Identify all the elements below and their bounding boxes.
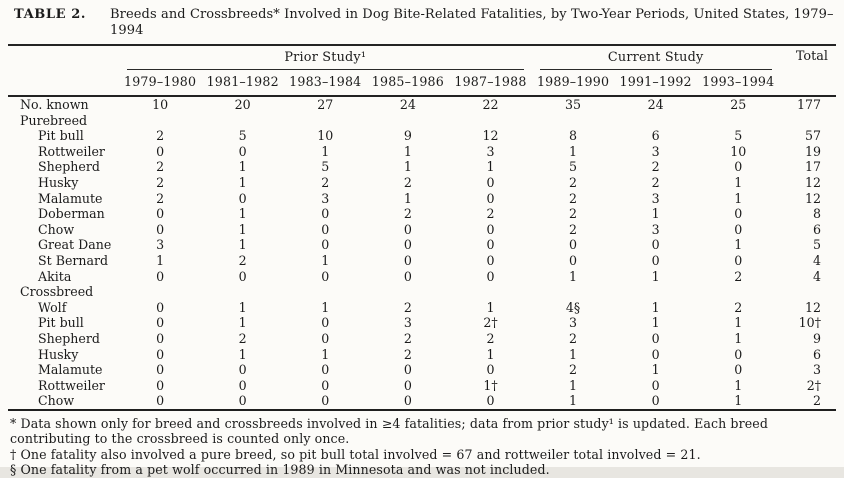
cell: 2 bbox=[569, 221, 578, 237]
cell: 1 bbox=[569, 393, 578, 409]
cell: 0 bbox=[321, 330, 330, 346]
total-cell: 17 bbox=[804, 159, 821, 175]
cell: 2 bbox=[238, 252, 247, 268]
cell: 0 bbox=[321, 206, 330, 222]
cell: 0 bbox=[486, 268, 495, 284]
cell: 0 bbox=[734, 221, 743, 237]
cell: 2 bbox=[403, 346, 412, 362]
cell: 3 bbox=[651, 190, 660, 206]
cell: 2 bbox=[569, 362, 578, 378]
cell: 2 bbox=[403, 174, 412, 190]
row-label: No. known bbox=[20, 97, 89, 112]
cell: 0 bbox=[321, 362, 330, 378]
cell: 27 bbox=[317, 97, 334, 112]
cell: 0 bbox=[321, 393, 330, 409]
cell: 1† bbox=[483, 377, 498, 393]
cell: 25 bbox=[730, 97, 747, 112]
cell: 0 bbox=[321, 237, 330, 253]
cell: 0 bbox=[486, 190, 495, 206]
footnote: * Data shown only for breed and crossbreeds involved in ≥4 fatalities; data from prior study¹ is updated. Each breed contributing to the crossbreed is counted only once. bbox=[10, 415, 768, 447]
table-body bbox=[8, 96, 836, 410]
cell: 0 bbox=[734, 362, 743, 378]
cell: 1 bbox=[569, 377, 578, 393]
cell: 2 bbox=[156, 174, 165, 190]
column-header: 1989–1990 bbox=[532, 70, 615, 96]
cell: 35 bbox=[565, 97, 582, 112]
table-row bbox=[8, 331, 836, 347]
table-row bbox=[8, 237, 836, 253]
column-header: 1993–1994 bbox=[697, 70, 780, 96]
cell bbox=[697, 113, 780, 129]
cell: 24 bbox=[399, 97, 416, 112]
cell: 2 bbox=[156, 128, 165, 144]
cell: 0 bbox=[238, 362, 247, 378]
table-row bbox=[8, 96, 836, 113]
cell: 3 bbox=[321, 190, 330, 206]
row-label: Rottweiler bbox=[38, 143, 105, 159]
cell bbox=[201, 113, 284, 129]
cell: 20 bbox=[234, 97, 251, 112]
cell: 5 bbox=[734, 128, 743, 144]
cell: 0 bbox=[156, 362, 165, 378]
cell: 1 bbox=[734, 330, 743, 346]
cell: 3 bbox=[651, 143, 660, 159]
table-row bbox=[8, 284, 836, 300]
total-cell: 8 bbox=[812, 206, 821, 222]
cell: 0 bbox=[238, 393, 247, 409]
cell: 2 bbox=[321, 174, 330, 190]
column-header: 1983–1984 bbox=[284, 70, 367, 96]
total-cell: 4 bbox=[812, 268, 821, 284]
cell: 0 bbox=[156, 330, 165, 346]
cell: 5 bbox=[321, 159, 330, 175]
cell: 10 bbox=[152, 97, 169, 112]
cell: 0 bbox=[403, 377, 412, 393]
cell: 0 bbox=[238, 268, 247, 284]
cell bbox=[449, 284, 532, 300]
table-row bbox=[8, 269, 836, 285]
cell bbox=[449, 113, 532, 129]
cell: 0 bbox=[321, 315, 330, 331]
cell: 2 bbox=[651, 159, 660, 175]
total-cell: 2† bbox=[806, 377, 821, 393]
cell: 0 bbox=[238, 190, 247, 206]
cell: 0 bbox=[156, 268, 165, 284]
cell: 0 bbox=[156, 221, 165, 237]
cell: 1 bbox=[156, 252, 165, 268]
cell: 3 bbox=[156, 237, 165, 253]
cell: 0 bbox=[734, 346, 743, 362]
table-row bbox=[8, 362, 836, 378]
cell: 1 bbox=[734, 377, 743, 393]
total-cell: 177 bbox=[796, 97, 821, 112]
column-header: 1981–1982 bbox=[201, 70, 284, 96]
cell: 0 bbox=[403, 221, 412, 237]
row-label: Husky bbox=[38, 174, 79, 190]
total-cell: 6 bbox=[812, 346, 821, 362]
cell: 1 bbox=[238, 237, 247, 253]
cell: 2 bbox=[486, 330, 495, 346]
table-header bbox=[8, 46, 836, 96]
cell: 1 bbox=[238, 159, 247, 175]
cell: 2 bbox=[238, 330, 247, 346]
cell: 0 bbox=[156, 143, 165, 159]
footnotes bbox=[8, 411, 836, 478]
cell: 1 bbox=[734, 237, 743, 253]
row-label: Malamute bbox=[38, 190, 103, 206]
row-label: Chow bbox=[38, 221, 75, 237]
total-cell: 12 bbox=[804, 299, 821, 315]
prior-study-group-header bbox=[119, 46, 532, 70]
total-cell: 3 bbox=[812, 362, 821, 378]
cell: 2 bbox=[403, 206, 412, 222]
cell: 1 bbox=[321, 143, 330, 159]
cell: 9 bbox=[403, 128, 412, 144]
table-row bbox=[8, 378, 836, 394]
cell: 22 bbox=[482, 97, 499, 112]
cell: 0 bbox=[651, 237, 660, 253]
cell: 1 bbox=[321, 252, 330, 268]
cell: 1 bbox=[403, 143, 412, 159]
cell: 1 bbox=[569, 143, 578, 159]
cell: 0 bbox=[238, 143, 247, 159]
cell bbox=[697, 284, 780, 300]
cell: 1 bbox=[734, 174, 743, 190]
cell: 0 bbox=[486, 393, 495, 409]
fatalities-table bbox=[8, 46, 836, 411]
cell: 2 bbox=[403, 299, 412, 315]
total-cell: 6 bbox=[812, 221, 821, 237]
cell: 0 bbox=[486, 252, 495, 268]
table-row bbox=[8, 253, 836, 269]
cell: 2 bbox=[569, 190, 578, 206]
cell: 8 bbox=[569, 128, 578, 144]
cell bbox=[614, 284, 697, 300]
cell: 0 bbox=[403, 252, 412, 268]
cell: 1 bbox=[734, 190, 743, 206]
row-label: Shepherd bbox=[38, 159, 100, 175]
cell bbox=[119, 113, 202, 129]
total-column-header: Total bbox=[780, 46, 836, 96]
cell: 0 bbox=[734, 206, 743, 222]
table-row bbox=[8, 347, 836, 363]
cell: 1 bbox=[486, 299, 495, 315]
cell: 1 bbox=[238, 221, 247, 237]
cell: 2 bbox=[403, 330, 412, 346]
cell: 0 bbox=[486, 221, 495, 237]
total-cell: 57 bbox=[804, 128, 821, 144]
cell: 3 bbox=[569, 315, 578, 331]
footnote: § One fatality from a pet wolf occurred in 1989 in Minnesota and was not included. bbox=[10, 462, 550, 478]
total-cell: 10† bbox=[798, 315, 821, 331]
cell: 0 bbox=[238, 377, 247, 393]
row-label: Akita bbox=[38, 268, 72, 284]
row-label: Shepherd bbox=[38, 330, 100, 346]
cell: 2 bbox=[569, 174, 578, 190]
cell: 1 bbox=[486, 346, 495, 362]
cell: 2 bbox=[734, 299, 743, 315]
cell: 1 bbox=[238, 174, 247, 190]
cell: 1 bbox=[651, 299, 660, 315]
total-cell bbox=[780, 284, 836, 300]
row-label: Great Dane bbox=[38, 237, 112, 253]
cell bbox=[614, 113, 697, 129]
cell: 2 bbox=[486, 206, 495, 222]
cell: 0 bbox=[651, 330, 660, 346]
cell: 0 bbox=[156, 315, 165, 331]
cell: 1 bbox=[734, 393, 743, 409]
cell: 0 bbox=[156, 393, 165, 409]
prior-study-label: Prior Study¹ bbox=[127, 46, 524, 70]
cell: 1 bbox=[321, 299, 330, 315]
cell: 0 bbox=[569, 252, 578, 268]
total-cell: 12 bbox=[804, 174, 821, 190]
cell: 0 bbox=[156, 299, 165, 315]
table-row bbox=[8, 315, 836, 331]
cell: 1 bbox=[238, 206, 247, 222]
table-row bbox=[8, 393, 836, 410]
total-cell: 19 bbox=[804, 143, 821, 159]
cell: 0 bbox=[321, 377, 330, 393]
cell: 1 bbox=[486, 159, 495, 175]
table-row bbox=[8, 206, 836, 222]
column-header: 1979–1980 bbox=[119, 70, 202, 96]
table-row bbox=[8, 128, 836, 144]
cell: 1 bbox=[321, 346, 330, 362]
cell: 2 bbox=[569, 206, 578, 222]
total-cell: 9 bbox=[812, 330, 821, 346]
cell: 24 bbox=[647, 97, 664, 112]
cell: 0 bbox=[403, 268, 412, 284]
row-label: Purebreed bbox=[20, 112, 88, 128]
cell: 6 bbox=[651, 128, 660, 144]
cell: 2† bbox=[483, 315, 498, 331]
cell bbox=[119, 284, 202, 300]
cell: 0 bbox=[156, 346, 165, 362]
cell: 4§ bbox=[565, 299, 581, 315]
total-cell bbox=[780, 113, 836, 129]
cell: 2 bbox=[156, 190, 165, 206]
cell: 0 bbox=[486, 174, 495, 190]
row-label: Pit bull bbox=[38, 128, 84, 144]
row-label: Husky bbox=[38, 346, 79, 362]
cell: 1 bbox=[238, 346, 247, 362]
table-row bbox=[8, 300, 836, 316]
cell: 0 bbox=[156, 206, 165, 222]
cell: 1 bbox=[651, 268, 660, 284]
row-label: Malamute bbox=[38, 362, 103, 378]
total-cell: 2 bbox=[812, 393, 821, 409]
cell: 0 bbox=[651, 393, 660, 409]
table-row bbox=[8, 222, 836, 238]
cell: 12 bbox=[482, 128, 499, 144]
cell: 1 bbox=[734, 315, 743, 331]
cell bbox=[367, 284, 450, 300]
cell: 0 bbox=[403, 393, 412, 409]
row-label: Crossbreed bbox=[20, 284, 94, 300]
footnote: † One fatality also involved a pure breed, so pit bull total involved = 67 and rottweiler total involved = 21. bbox=[10, 446, 701, 462]
total-cell: 5 bbox=[812, 237, 821, 253]
cell: 5 bbox=[569, 159, 578, 175]
cell: 1 bbox=[569, 268, 578, 284]
cell: 0 bbox=[569, 237, 578, 253]
row-label: St Bernard bbox=[38, 252, 109, 268]
cell: 3 bbox=[403, 315, 412, 331]
cell: 1 bbox=[651, 362, 660, 378]
cell: 1 bbox=[403, 159, 412, 175]
cell: 0 bbox=[321, 221, 330, 237]
total-cell: 12 bbox=[804, 190, 821, 206]
cell: 3 bbox=[651, 221, 660, 237]
table-title: Breeds and Crossbreeds* Involved in Dog Bite-Related Fatalities, by Two-Year Periods, United States, 1979–1994 bbox=[109, 7, 834, 38]
cell: 0 bbox=[156, 377, 165, 393]
group-header-row bbox=[8, 46, 836, 70]
cell: 1 bbox=[238, 299, 247, 315]
cell: 2 bbox=[651, 174, 660, 190]
cell: 2 bbox=[156, 159, 165, 175]
header-spacer bbox=[8, 46, 119, 96]
cell: 5 bbox=[238, 128, 247, 144]
cell bbox=[201, 284, 284, 300]
table-row bbox=[8, 159, 836, 175]
cell: 0 bbox=[734, 159, 743, 175]
cell: 0 bbox=[651, 252, 660, 268]
cell bbox=[532, 284, 615, 300]
cell: 0 bbox=[403, 237, 412, 253]
cell: 1 bbox=[651, 206, 660, 222]
total-cell: 4 bbox=[812, 252, 821, 268]
table-number: TABLE 2. bbox=[14, 7, 86, 22]
cell bbox=[367, 113, 450, 129]
column-header: 1991–1992 bbox=[614, 70, 697, 96]
cell: 10 bbox=[730, 143, 747, 159]
cell: 10 bbox=[317, 128, 334, 144]
column-header: 1985–1986 bbox=[367, 70, 450, 96]
current-study-group-header bbox=[532, 46, 780, 70]
table-row bbox=[8, 191, 836, 207]
year-header-row bbox=[8, 70, 836, 96]
row-label: Rottweiler bbox=[38, 377, 105, 393]
cell: 0 bbox=[734, 252, 743, 268]
cell: 0 bbox=[651, 377, 660, 393]
cell: 1 bbox=[238, 315, 247, 331]
table-row bbox=[8, 175, 836, 191]
cell: 2 bbox=[569, 330, 578, 346]
cell bbox=[532, 113, 615, 129]
row-label: Doberman bbox=[38, 206, 105, 222]
cell: 1 bbox=[569, 346, 578, 362]
cell bbox=[284, 113, 367, 129]
current-study-label: Current Study bbox=[540, 46, 772, 70]
cell: 3 bbox=[486, 143, 495, 159]
cell: 0 bbox=[651, 346, 660, 362]
cell: 0 bbox=[321, 268, 330, 284]
cell: 2 bbox=[734, 268, 743, 284]
cell: 0 bbox=[486, 237, 495, 253]
column-header: 1987–1988 bbox=[449, 70, 532, 96]
table-row bbox=[8, 144, 836, 160]
cell: 1 bbox=[651, 315, 660, 331]
cell: 1 bbox=[403, 190, 412, 206]
cell: 0 bbox=[486, 362, 495, 378]
row-label: Chow bbox=[38, 393, 75, 409]
row-label: Pit bull bbox=[38, 315, 84, 331]
table-row bbox=[8, 113, 836, 129]
row-label: Wolf bbox=[38, 299, 67, 315]
cell: 0 bbox=[403, 362, 412, 378]
cell bbox=[284, 284, 367, 300]
table-caption bbox=[8, 5, 836, 44]
